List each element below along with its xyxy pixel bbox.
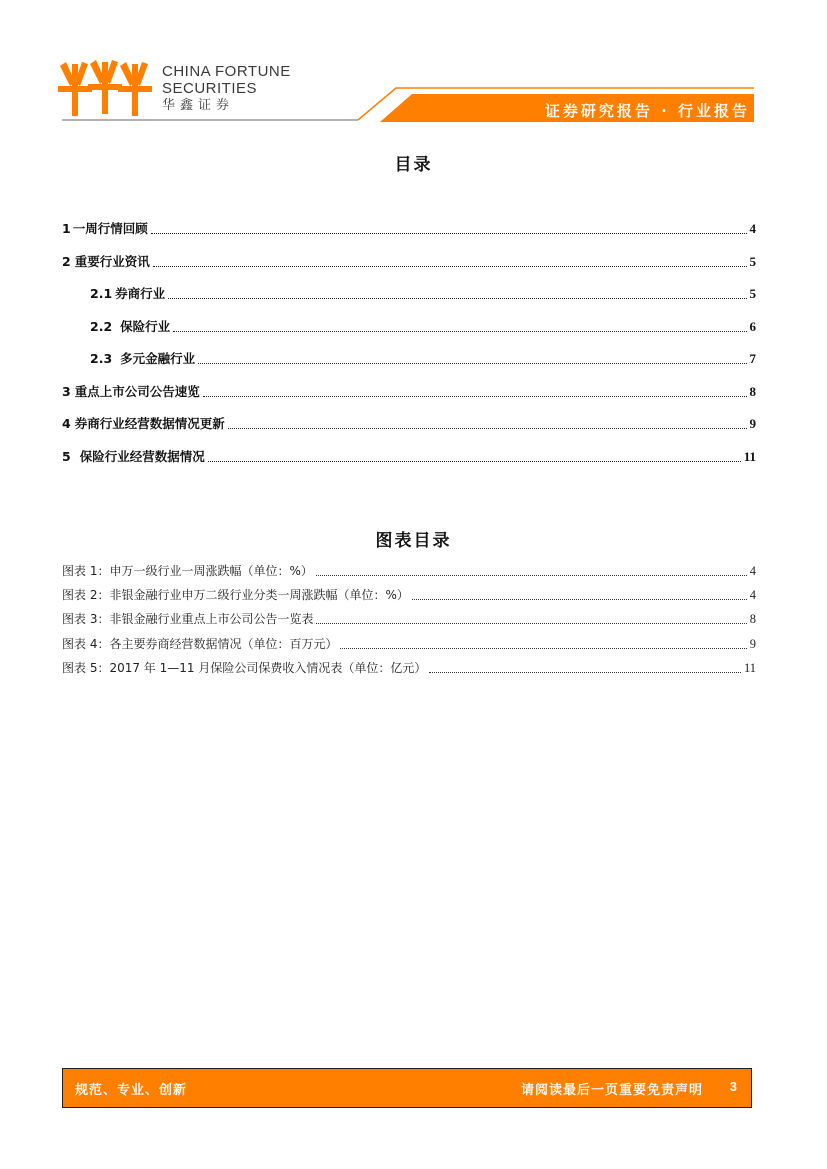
page-header — [0, 0, 827, 130]
toc-item-label: 保险行业经营数据情况 — [79, 449, 205, 464]
brand-name-en-line1: CHINA FORTUNE — [162, 63, 291, 80]
figure-item-label: 图表 2：非银金融行业申万二级行业分类一周涨跌幅（单位：%） — [62, 588, 409, 602]
dot-leader — [153, 266, 747, 267]
toc-item-page: 11 — [743, 449, 756, 464]
footer-page-number: 3 — [729, 1079, 737, 1094]
dot-leader — [429, 672, 741, 673]
toc-item-number: 2.1 — [90, 286, 113, 301]
dot-leader — [151, 233, 747, 234]
figure-list-title: 图表目录 — [375, 531, 452, 551]
toc-item-number: 2 — [62, 254, 71, 269]
brand-name-en-line2: SECURITIES — [162, 80, 258, 97]
dot-leader — [208, 461, 741, 462]
toc-item-4[interactable] — [62, 415, 756, 433]
toc-item-1[interactable] — [62, 220, 756, 238]
dot-leader — [412, 599, 747, 600]
toc-item-label: 重要行业资讯 — [74, 254, 150, 269]
dot-leader — [173, 331, 746, 332]
toc-item-2-3[interactable] — [90, 350, 756, 368]
toc-item-number: 5 — [62, 449, 71, 464]
figure-item-page: 8 — [749, 612, 756, 626]
figure-item-label: 图表 3：非银金融行业重点上市公司公告一览表 — [62, 612, 314, 626]
footer-disclaimer: 请阅读最后一页重要免责声明 — [520, 1083, 703, 1098]
toc-item-number: 3 — [62, 384, 71, 399]
toc-item-page: 4 — [749, 221, 756, 236]
footer-slogan: 规范、专业、创新 — [75, 1083, 188, 1098]
toc-item-label: 多元金融行业 — [120, 351, 196, 366]
toc-item-label: 券商行业经营数据情况更新 — [74, 416, 225, 431]
toc-item-label: 重点上市公司公告速览 — [74, 384, 200, 399]
page-footer — [62, 1068, 752, 1108]
dot-leader — [198, 363, 746, 364]
toc-item-label: 一周行情回顾 — [72, 221, 148, 236]
dot-leader — [203, 396, 747, 397]
toc-item-number: 2.2 — [90, 319, 113, 334]
figure-item-page: 4 — [749, 564, 756, 578]
toc-item-label: 券商行业 — [115, 286, 166, 301]
figure-item-page: 11 — [743, 661, 756, 675]
figure-item-2[interactable] — [62, 587, 756, 604]
figure-item-label: 图表 4：各主要券商经营数据情况（单位：百万元） — [62, 637, 338, 651]
dot-leader — [168, 298, 746, 299]
dot-leader — [316, 575, 747, 576]
toc-item-page: 9 — [749, 416, 756, 431]
figure-item-1[interactable] — [62, 563, 756, 580]
figure-item-page: 9 — [749, 637, 756, 651]
figure-item-4[interactable] — [62, 636, 756, 653]
toc-item-number: 4 — [62, 416, 71, 431]
report-type-label: 证券研究报告 · 行业报告 — [544, 102, 750, 120]
dot-leader — [228, 428, 747, 429]
toc-item-number: 2.3 — [90, 351, 113, 366]
toc-item-page: 6 — [749, 319, 756, 334]
toc-item-label: 保险行业 — [120, 319, 171, 334]
dot-leader — [340, 648, 746, 649]
toc-item-page: 5 — [749, 254, 756, 269]
figure-item-label: 图表 5：2017 年 1—11 月保险公司保费收入情况表（单位：亿元） — [62, 661, 427, 675]
toc-item-5[interactable] — [62, 448, 756, 466]
brand-name-cn: 华鑫证券 — [162, 98, 235, 113]
toc-item-page: 5 — [749, 286, 756, 301]
dot-leader — [316, 623, 746, 624]
toc-item-3[interactable] — [62, 383, 756, 401]
toc-item-number: 1 — [62, 221, 71, 236]
toc-item-page: 8 — [749, 384, 756, 399]
toc-item-2-1[interactable] — [90, 285, 756, 303]
figure-item-page: 4 — [749, 588, 756, 602]
toc-item-page: 7 — [749, 351, 756, 366]
figure-item-label: 图表 1：申万一级行业一周涨跌幅（单位：%） — [62, 564, 313, 578]
figure-item-5[interactable] — [62, 660, 756, 677]
figure-item-3[interactable] — [62, 611, 756, 628]
toc-title: 目录 — [394, 155, 433, 175]
toc-item-2-2[interactable] — [90, 318, 756, 336]
toc-item-2[interactable] — [62, 253, 756, 271]
